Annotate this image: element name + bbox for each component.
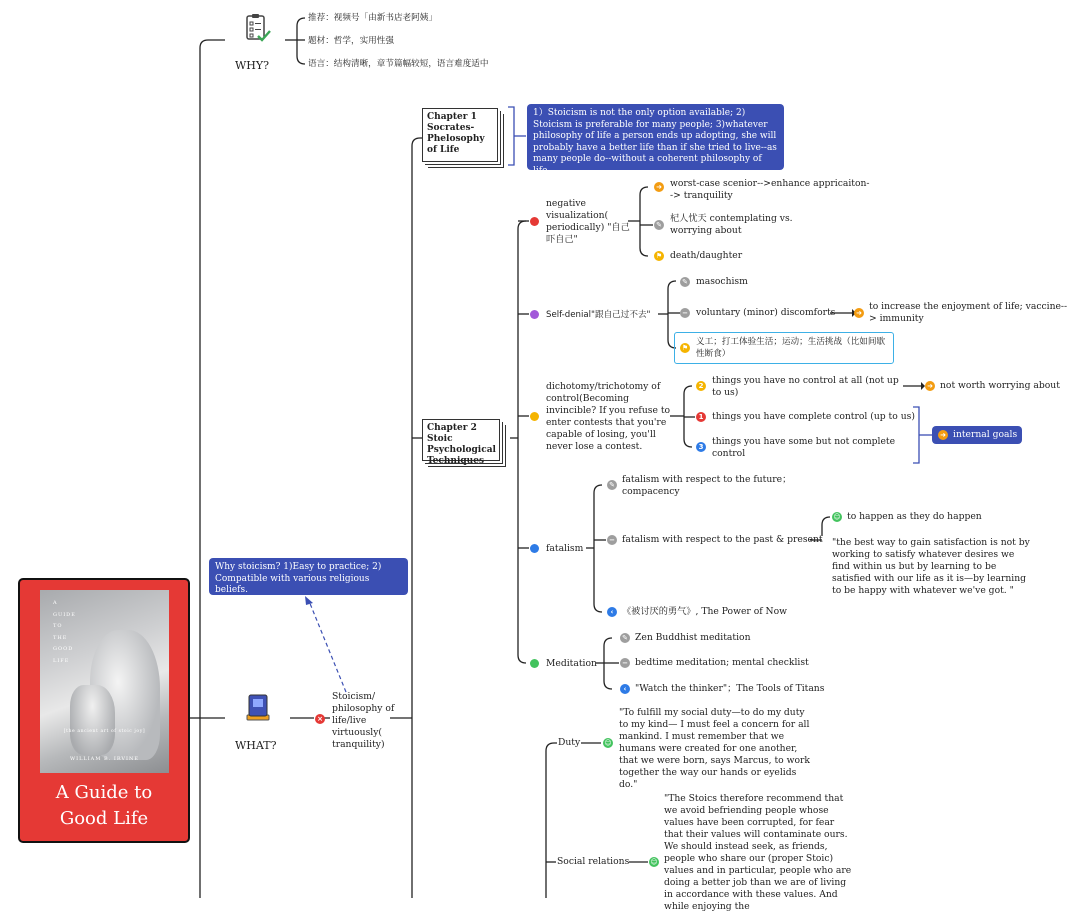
meditation-zen[interactable]: Zen Buddhist meditation <box>635 632 751 643</box>
why-stoicism-note[interactable]: Why stoicism? 1)Easy to practice; 2) Compatible with various religious beliefs. <box>209 558 408 595</box>
what-label[interactable]: WHAT? <box>235 739 277 752</box>
flag-marker-icon: ⚑ <box>655 252 663 260</box>
red-dot-icon <box>530 217 539 226</box>
smile-marker-icon: ☺ <box>650 858 658 866</box>
self-denial-masochism[interactable]: masochism <box>696 276 748 287</box>
fatalism[interactable]: fatalism <box>546 543 584 554</box>
checklist-icon <box>245 13 271 45</box>
number-2-icon: 2 <box>696 381 706 391</box>
social-relations[interactable]: Social relations <box>557 856 630 867</box>
book-cover-author: WILLIAM B. IRVINE <box>69 756 140 762</box>
dichotomy-complete-control[interactable]: things you have complete control (up to us) <box>712 411 915 422</box>
meditation-bedtime[interactable]: bedtime meditation; mental checklist <box>635 657 809 668</box>
negative-visualization[interactable]: negative visualization( periodically) "自己吓自己" <box>546 198 630 245</box>
why-item-subject[interactable]: 题材：哲学，实用性强 <box>308 36 394 46</box>
yellow-dot-icon <box>530 412 539 421</box>
smile-marker-icon: ☺ <box>833 513 841 521</box>
smile-marker-icon: ☺ <box>604 739 612 747</box>
minus-marker-icon: − <box>680 308 690 318</box>
dichotomy-no-control[interactable]: things you have no control at all (not up to us) <box>712 375 899 398</box>
minus-marker-icon: − <box>607 535 617 545</box>
back-marker-icon: ‹ <box>607 607 617 617</box>
chapter-1-node[interactable]: Chapter 1 Socrates-Phelosophy of Life <box>422 108 498 162</box>
minus-marker-icon: − <box>620 658 630 668</box>
meditation[interactable]: Meditation <box>546 658 597 669</box>
fatalism-quote[interactable]: "the best way to gain satisfaction is not by working to satisfy whatever desires we find within us but by learning to be satisfied with our life as it is—by learning to be happy with whatever we've got. " <box>832 537 1030 596</box>
why-item-language[interactable]: 语言：结构清晰，章节篇幅较短，语言难度适中 <box>308 59 489 69</box>
negvis-worst-case[interactable]: worst-case scenior-->enhance appricaiton--> tranquility <box>670 178 870 201</box>
flag-marker-icon: ⚑ <box>681 344 689 352</box>
error-marker-icon: × <box>315 714 325 724</box>
self-denial-discomforts[interactable]: voluntary (minor) discomforts <box>696 307 836 318</box>
fatalism-books[interactable]: 《被讨厌的勇气》, The Power of Now <box>622 606 787 617</box>
pencil-marker-icon: ✎ <box>680 277 690 287</box>
self-denial-result[interactable]: to increase the enjoyment of life; vaccine--> immunity <box>869 301 1068 324</box>
self-denial[interactable]: Self-denial"跟自己过不去" <box>546 310 651 320</box>
fatalism-happen[interactable]: to happen as they do happen <box>847 511 982 522</box>
book-cover-image <box>40 590 169 773</box>
duty-quote[interactable]: "To fulfill my social duty—to do my duty to my kind— I must feel a concern for all mankind. I must remember that we humans were created for one another, that we were born, says Marcus, to work together the way our hands or eyelids do." <box>619 707 810 790</box>
book-title: A Guide to Good Life <box>55 782 153 829</box>
why-item-recommend[interactable]: 推荐：视频号「由新书店老阿姨」 <box>308 13 437 23</box>
dichotomy-of-control[interactable]: dichotomy/trichotomy of control(Becoming invincible? If you refuse to enter contests that you're capable of losing, you'll never lose a contest. <box>546 381 671 452</box>
arrow-marker-icon: ➜ <box>654 182 664 192</box>
chapter-2-node[interactable]: Chapter 2 Stoic Psychological Techniques <box>422 419 500 461</box>
negvis-death[interactable]: death/daughter <box>670 250 743 261</box>
fatalism-past-present[interactable]: fatalism with respect to the past & present <box>622 534 823 545</box>
dichotomy-some-control[interactable]: things you have some but not complete control <box>712 436 896 459</box>
purple-dot-icon <box>530 310 539 319</box>
internal-goals-label: internal goals <box>953 429 1018 440</box>
self-denial-examples[interactable]: 义工；打工体验生活；运动；生活挑战（比如间歇性断食） <box>696 337 886 359</box>
number-1-icon: 1 <box>696 412 706 422</box>
blue-dot-icon <box>530 544 539 553</box>
book-cover[interactable] <box>18 578 190 843</box>
green-dot-icon <box>530 659 539 668</box>
pencil-marker-icon: ✎ <box>654 220 664 230</box>
meditation-watch-thinker[interactable]: "Watch the thinker"；The Tools of Titans <box>635 683 825 694</box>
number-3-icon: 3 <box>696 442 706 452</box>
fatalism-future[interactable]: fatalism with respect to the future；compacency <box>622 474 792 497</box>
book-cover-small-title: A GUIDE TO THE GOOD LIFE <box>53 600 76 664</box>
internal-goals-badge[interactable] <box>932 426 1022 444</box>
arrow-marker-icon: ➜ <box>925 381 935 391</box>
negvis-contemplating[interactable]: 杞人忧天 contemplating vs. worrying about <box>670 213 793 236</box>
pencil-marker-icon: ✎ <box>607 480 617 490</box>
duty[interactable]: Duty <box>558 737 581 748</box>
chapter-1-summary[interactable]: 1）Stoicism is not the only option available; 2) Stoicism is preferable for many people; 3)whatever philosophy of life a person ends up adopting, she will probably have a better life than if she tried to live--as many people do--without a coherent philosophy of life. <box>527 104 784 170</box>
back-marker-icon: ‹ <box>620 684 630 694</box>
arrow-marker-icon: ➜ <box>938 430 948 440</box>
what-topic[interactable]: Stoicism/ philosophy of life/live virtuously( tranquility) <box>332 691 395 750</box>
dichotomy-not-worth-worrying[interactable]: not worth worrying about <box>940 380 1060 391</box>
book-icon <box>244 693 272 723</box>
social-relations-quote[interactable]: "The Stoics therefore recommend that we avoid befriending people whose values have been corrupted, for fear that their values will contaminate ours. We should instead seek, as friends, people who share our (proper Stoic) values and in particular, people who are doing a better job than we are of living in accordance with these values. And while enjoying the <box>664 793 852 912</box>
pencil-marker-icon: ✎ <box>620 633 630 643</box>
book-cover-subtitle: [the ancient art of stoic joy] <box>63 729 146 734</box>
why-label[interactable]: WHY? <box>235 59 270 72</box>
arrow-marker-icon: ➜ <box>854 308 864 318</box>
